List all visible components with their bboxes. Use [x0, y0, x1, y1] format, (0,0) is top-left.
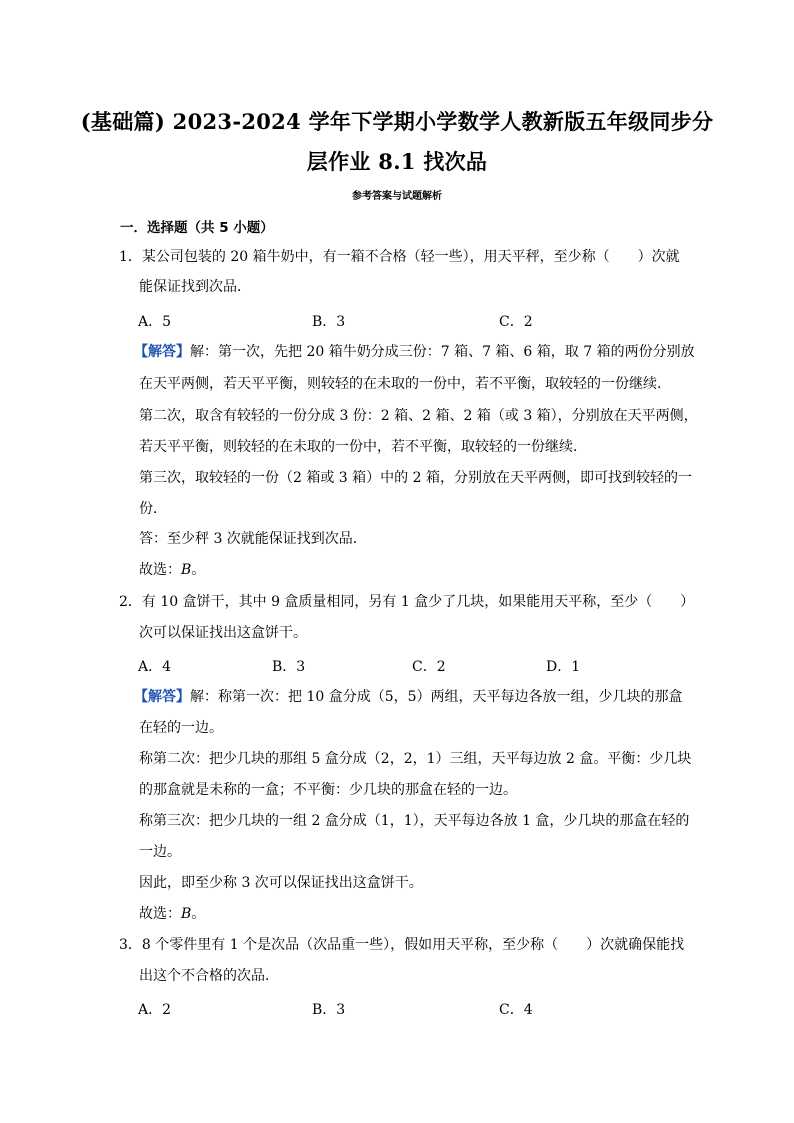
choice-end: 。: [191, 562, 206, 578]
option-a: A．4: [138, 659, 172, 675]
solution-line: 份．: [139, 501, 167, 517]
choice-line: [139, 561, 205, 579]
option-a: A．2: [138, 1002, 172, 1018]
option-c: C．4: [499, 1002, 533, 1018]
question-stem-line: 2．有 10 盒饼干，其中 9 盒质量相同，另有 1 盒少了几块，如果能用天平称，至少（ ）: [119, 594, 695, 610]
solution-line: 称第三次：把少几块的一组 2 盒分成（1，1），天平每边各放 1 盒，少几块的那盒在轻的: [139, 813, 690, 829]
question-stem-line: 能保证找到次品．: [139, 279, 251, 295]
question-stem-line: 3．8 个零件里有 1 个是次品（次品重一些），假如用天平称，至少称（ ）次就确保能找: [119, 937, 685, 953]
option-a: A．5: [138, 314, 172, 330]
solution-line: [134, 688, 683, 706]
option-b: B．3: [272, 659, 306, 675]
solution-line: 在天平两侧，若天平平衡，则较轻的在未取的一份中，若不平衡，取较轻的一份继续．: [139, 376, 671, 392]
solution-tag: 【解答】: [134, 689, 190, 705]
option-c: C．2: [412, 659, 446, 675]
choice-letter: B: [181, 562, 192, 578]
solution-line: 第三次，取较轻的一份（2 箱或 3 箱）中的 2 箱，分别放在天平两侧，即可找到较轻的一: [139, 470, 692, 486]
subtitle: 参考答案与试题解析: [352, 191, 442, 202]
title-line-1: (基础篇) 2023-2024 学年下学期小学数学人教新版五年级同步分: [80, 109, 714, 134]
answer-line: 因此，即至少称 3 次可以保证找出这盒饼干。: [139, 875, 423, 891]
solution-text: 解：第一次，先把 20 箱牛奶分成三份：7 箱、7 箱、6 箱，取 7 箱的两份分别放: [190, 344, 695, 360]
choice-line: [139, 905, 205, 923]
option-c: C．2: [499, 314, 533, 330]
solution-tag: 【解答】: [134, 344, 190, 360]
solution-line: 在轻的一边。: [139, 720, 223, 736]
solution-line: [134, 343, 695, 361]
title-line-2: 层作业 8.1 找次品: [306, 149, 488, 174]
question-stem-line: 1．某公司包装的 20 箱牛奶中，有一箱不合格（轻一些），用天平秤，至少称（ ）次就: [119, 249, 680, 265]
answer-line: 答：至少秤 3 次就能保证找到次品．: [139, 531, 367, 547]
solution-line: 若天平平衡，则较轻的在未取的一份中，若不平衡，取较轻的一份继续．: [139, 439, 587, 455]
choice-label: 故选：: [139, 562, 181, 578]
solution-line: 的那盒就是未称的一盒；不平衡：少几块的那盒在轻的一边。: [139, 782, 517, 798]
option-b: B．3: [312, 314, 346, 330]
choice-end: 。: [191, 906, 206, 922]
choice-letter: B: [181, 906, 192, 922]
solution-text: 解：称第一次：把 10 盒分成（5，5）两组，天平每边各放一组，少几块的那盒: [190, 689, 683, 705]
question-stem-line: 次可以保证找出这盒饼干。: [139, 625, 307, 641]
solution-line: 第二次，取含有较轻的一份分成 3 份：2 箱、2 箱、2 箱（或 3 箱），分别放在天平两侧，: [139, 408, 698, 424]
solution-line: 一边。: [139, 844, 181, 860]
solution-line: 称第二次：把少几块的那组 5 盒分成（2，2，1）三组，天平每边放 2 盒。平衡：少几块: [139, 751, 692, 767]
option-d: D．1: [546, 659, 581, 675]
section-heading: 一．选择题（共 5 小题）: [120, 220, 274, 236]
option-b: B．3: [312, 1002, 346, 1018]
choice-label: 故选：: [139, 906, 181, 922]
question-stem-line: 出这个不合格的次品．: [139, 968, 279, 984]
